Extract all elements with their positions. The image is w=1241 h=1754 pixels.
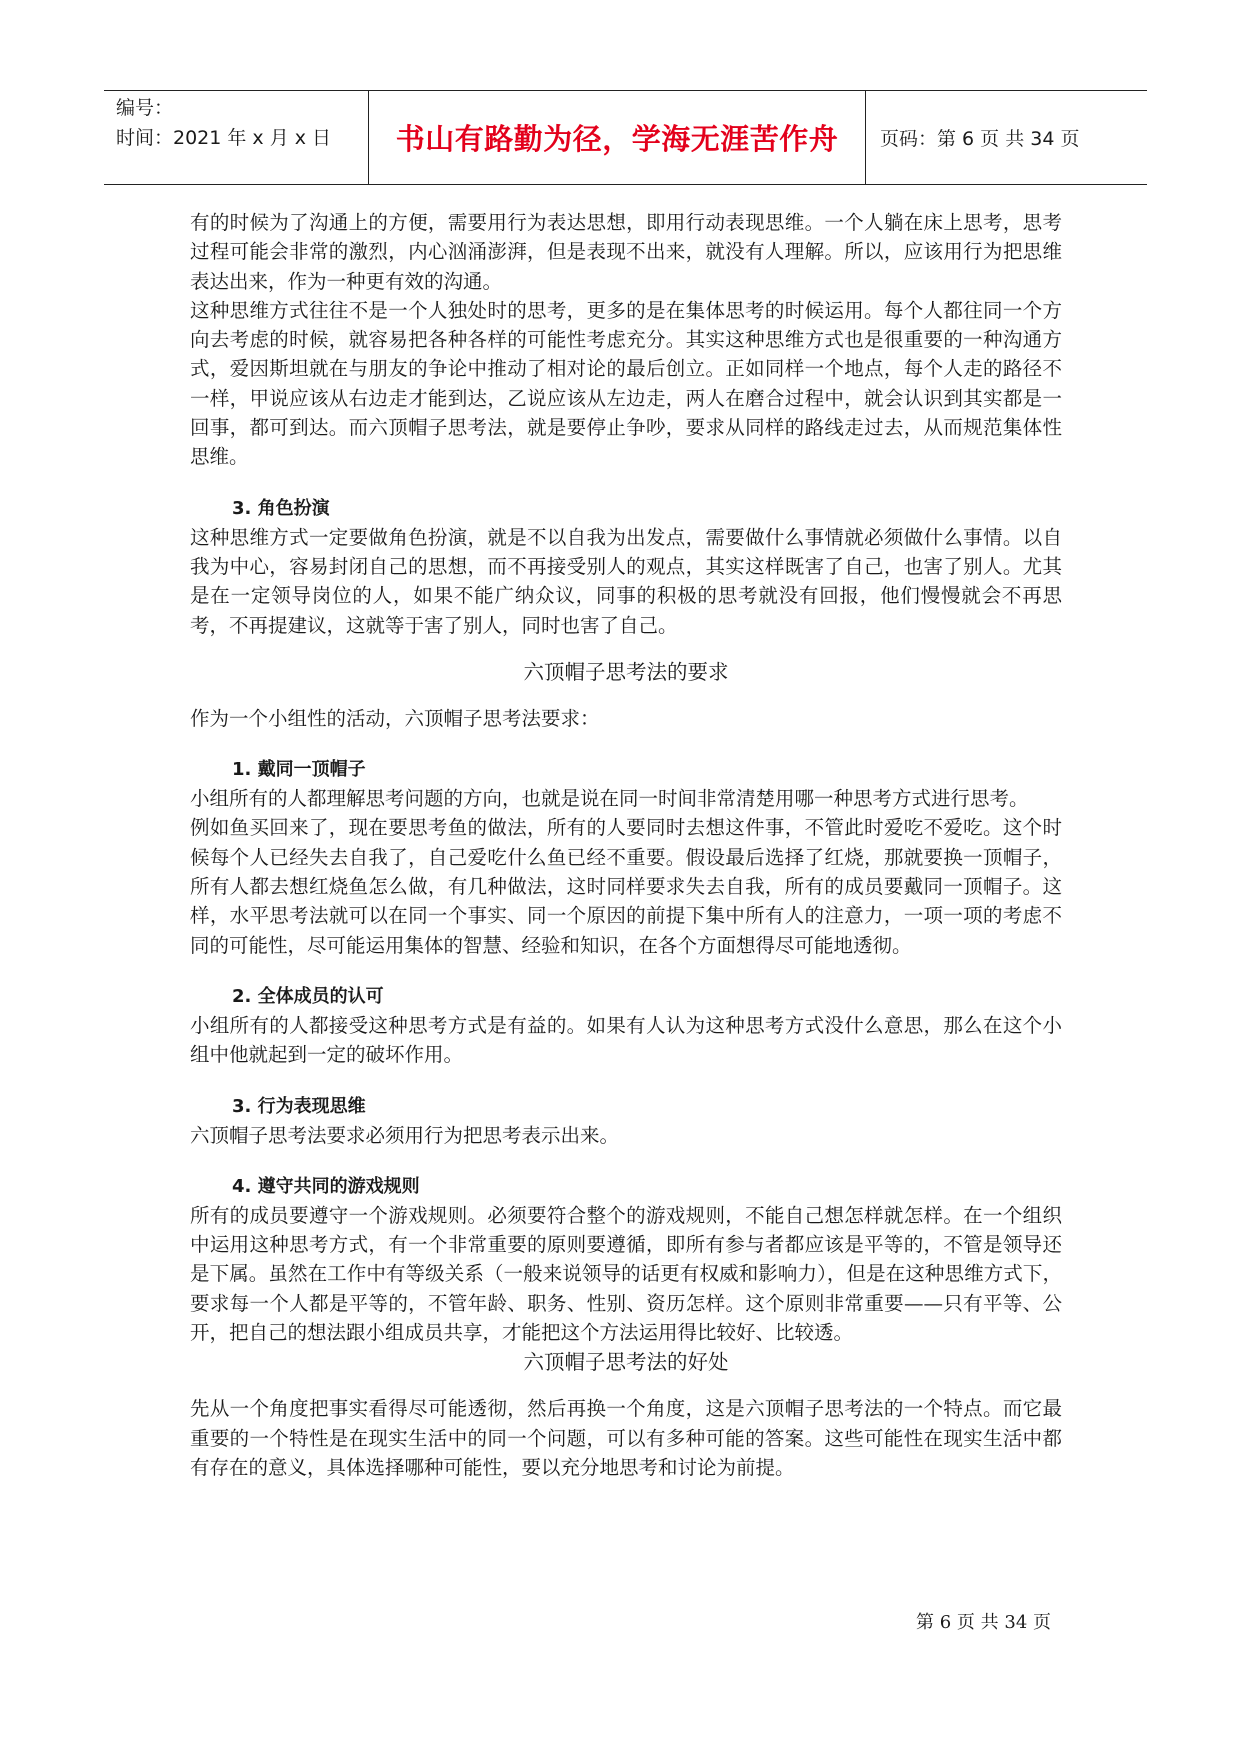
section-heading: 2. 全体成员的认可 [232, 985, 384, 1007]
page-footer: 第 6 页 共 34 页 [916, 1612, 1051, 1633]
section-title: 六顶帽子思考法的好处 [523, 1350, 729, 1375]
paragraph: 例如鱼买回来了，现在要思考鱼的做法，所有的人要同时去想这件事，不管此时爱吃不爱吃。这个时候每个人已经失去自我了，自己爱吃什么鱼已经不重要。假设最后选择了红烧，那就要换一顶帽子，所有人都去想红烧鱼怎么做，有几种做法，这时同样要求失去自我，所有的成员要戴同一顶帽子。这样，水平思考法就可以在同一个事实、同一个原因的前提下集中所有人的注意力，一项一项的考虑不同的可能性，尽可能运用集体的智慧、经验和知识，在各个方面想得尽可能地透彻。 [190, 816, 1062, 957]
paragraph: 有的时候为了沟通上的方便，需要用行为表达思想，即用行动表现思维。一个人躺在床上思考，思考过程可能会非常的激烈，内心汹涌澎湃，但是表现不出来，就没有人理解。所以，应该用行为把思维表达出来，作为一种更有效的沟通。 [190, 211, 1062, 293]
section-heading: 3. 行为表现思维 [232, 1095, 366, 1117]
section-title: 六顶帽子思考法的要求 [523, 659, 729, 684]
paragraph: 六顶帽子思考法要求必须用行为把思考表示出来。 [190, 1123, 620, 1147]
header-motto: 书山有路勤为径，学海无涯苦作舟 [395, 122, 839, 156]
section-heading: 4. 遵守共同的游戏规则 [232, 1175, 420, 1197]
paragraph: 所有的成员要遵守一个游戏规则。必须要符合整个的游戏规则，不能自己想怎样就怎样。在一个组织中运用这种思考方式，有一个非常重要的原则要遵循，即所有参与者都应该是平等的，不管是领导还是下属。虽然在工作中有等级关系（一般来说领导的话更有权威和影响力），但是在这种思维方式下，要求每一个人都是平等的，不管年龄、职务、性别、资历怎样。这个原则非常重要——只有平等、公开，把自己的想法跟小组成员共享，才能把这个方法运用得比较好、比较透。 [190, 1203, 1062, 1345]
paragraph: 先从一个角度把事实看得尽可能透彻，然后再换一个角度，这是六顶帽子思考法的一个特点。而它最重要的一个特性是在现实生活中的同一个问题，可以有多种可能的答案。这些可能性在现实生活中都有存在的意义，具体选择哪种可能性，要以充分地思考和讨论为前提。 [190, 1397, 1062, 1479]
paragraph: 作为一个小组性的活动，六顶帽子思考法要求： [190, 706, 600, 730]
document-body [190, 208, 1062, 1482]
header-info-cell [104, 91, 369, 184]
header-page-label: 页码：第 6 页 共 34 页 [880, 128, 1080, 150]
paragraph: 这种思维方式一定要做角色扮演，就是不以自我为出发点，需要做什么事情就必须做什么事情。以自我为中心，容易封闭自己的思想，而不再接受别人的观点，其实这样既害了自己，也害了别人。尤其是在一定领导岗位的人，如果不能广纳众议，同事的积极的思考就没有回报，他们慢慢就会不再思考，不再提建议，这就等于害了别人，同时也害了自己。 [190, 525, 1062, 637]
document-header [104, 90, 1147, 185]
paragraph: 小组所有的人都理解思考问题的方向，也就是说在同一时间非常清楚用哪一种思考方式进行思考。 [190, 787, 1029, 811]
paragraph: 小组所有的人都接受这种思考方式是有益的。如果有人认为这种思考方式没什么意思，那么在这个小组中他就起到一定的破坏作用。 [190, 1013, 1062, 1067]
header-motto-cell [369, 91, 866, 184]
section-heading: 3. 角色扮演 [232, 497, 330, 519]
document-time-label: 时间：2021 年 x 月 x 日 [116, 127, 332, 149]
header-page-cell [866, 91, 1147, 184]
section-heading: 1. 戴同一顶帽子 [232, 759, 366, 781]
paragraph: 这种思维方式往往不是一个人独处时的思考，更多的是在集体思考的时候运用。每个人都往同一个方向去考虑的时候，就容易把各种各样的可能性考虑充分。其实这种思维方式也是很重要的一种沟通方式，爱因斯坦就在与朋友的争论中推动了相对论的最后创立。正如同样一个地点，每个人走的路径不一样，甲说应该从右边走才能到达，乙说应该从左边走，两人在磨合过程中，就会认识到其实都是一回事，都可到达。而六顶帽子思考法，就是要停止争吵，要求从同样的路线走过去，从而规范集体性思维。 [190, 298, 1062, 469]
document-number-label: 编号： [116, 97, 174, 119]
